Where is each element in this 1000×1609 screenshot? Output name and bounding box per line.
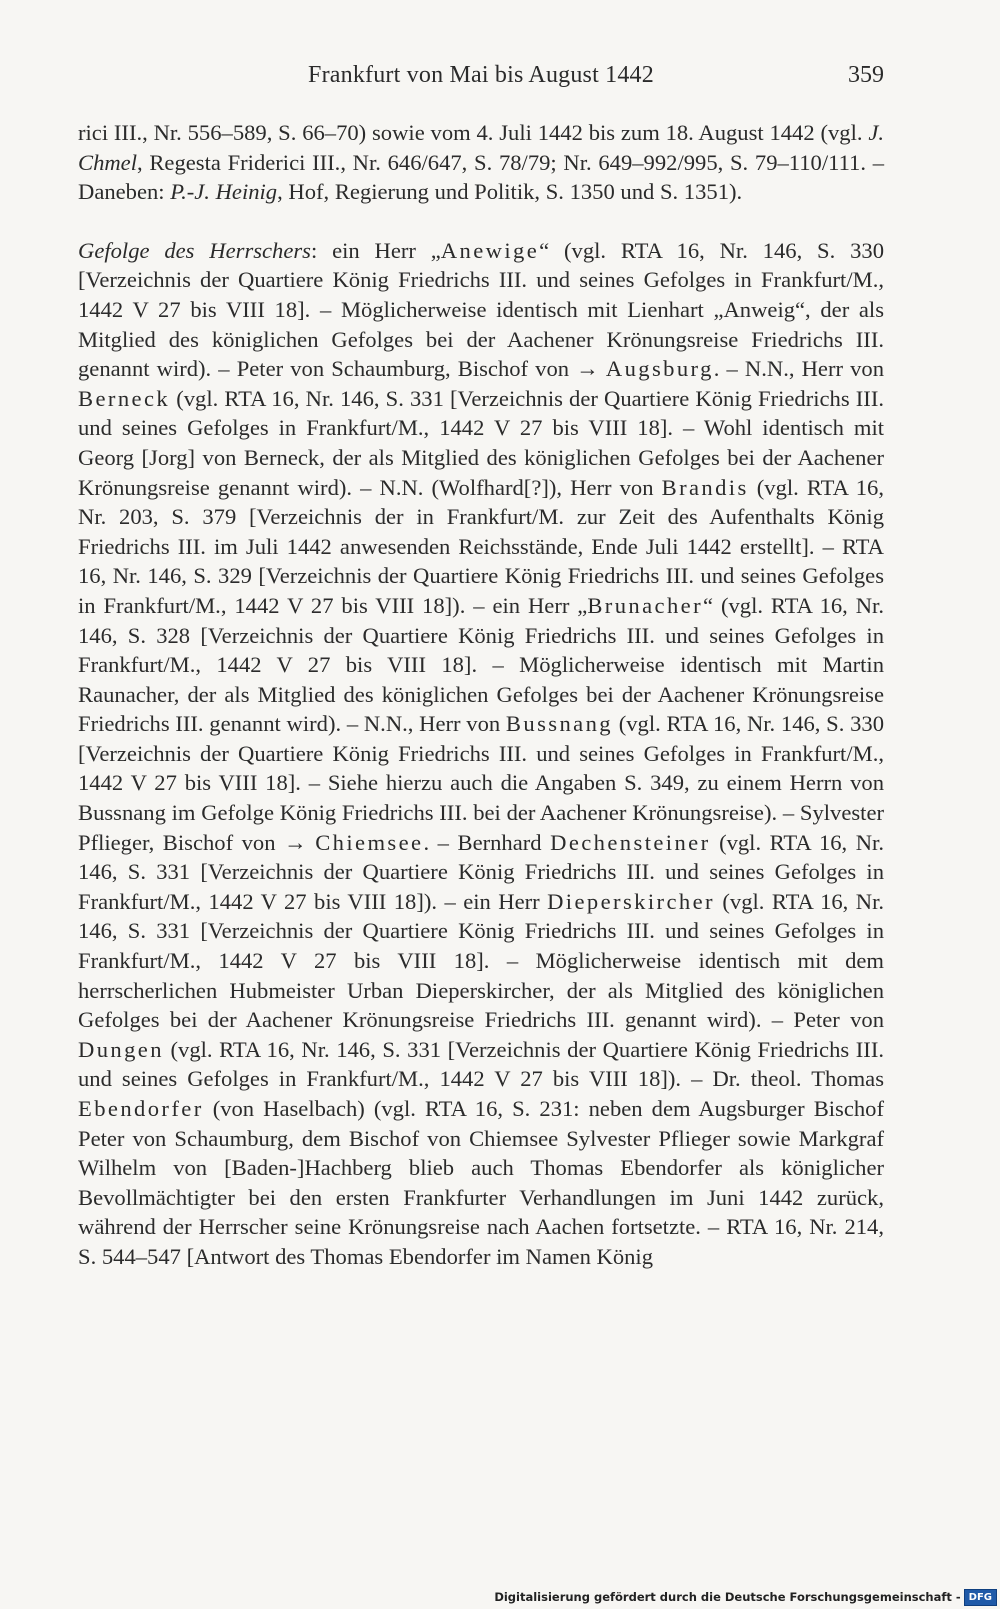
author-name: P.-J. Heinig xyxy=(170,179,278,205)
spaced-name: Brandis xyxy=(661,474,749,500)
text-run: (vgl. RTA 16, Nr. 146, S. 331 [Verzeichnis der Quartiere König Friedrichs III. und seines Gefolges in Frankfurt/M., 1442 V 27 bis VIII 18]). – Dr. theol. Thomas xyxy=(78,1036,884,1092)
text-run: . – N.N., Herr von xyxy=(713,356,884,382)
running-title: Frankfurt von Mai bis August 1442 xyxy=(308,62,654,88)
paragraph-1 xyxy=(78,118,884,207)
text-run: rici III., Nr. 556–589, S. 66–70) sowie vom 4. Juli 1442 bis zum 18. August 1442 (vgl. xyxy=(78,120,869,145)
dfg-logo: DFG xyxy=(964,1589,997,1606)
text-run: . – Bernhard xyxy=(423,829,551,855)
author-name: J. Chmel xyxy=(78,120,884,175)
spaced-name: Berneck xyxy=(78,385,171,411)
section-heading: Gefolge des Herrschers xyxy=(78,237,311,263)
spaced-name: Anewige xyxy=(440,237,540,263)
digitization-credit xyxy=(494,1589,997,1605)
page-header xyxy=(78,62,884,96)
text-run: “ (vgl. RTA 16, Nr. 146, S. 328 [Verzeichnis der Quartiere König Friedrichs III. und seines Gefolges in Frankfurt/M., 1442 V 27 bis VIII 18]. – Möglicherweise identisch mit Martin Raunacher, der als Mitglied des königlichen Gefolges bei der Aachener Krönungsreise Friedrichs III. genannt wird). – N.N., Herr von xyxy=(78,592,884,737)
text-run: , Regesta Friderici III., Nr. 646/647, S. 78/79; Nr. 649–992/995, S. 79–110/111. – Daneben: xyxy=(78,149,884,205)
text-run: (von Haselbach) (vgl. RTA 16, S. 231: neben dem Augsburger Bischof Peter von Schaumburg, dem Bischof von Chiemsee Sylvester Pflieger sowie Markgraf Wilhelm von [Baden-]Hachberg blieb auch Thomas Ebendorfer als königlicher Bevollmächtigter bei den ersten Frankfurter Verhandlungen im Juni 1442 zurück, während der Herrscher seine Krönungsreise nach Aachen fortsetzte. – RTA 16, Nr. 214, S. 544–547 [Antwort des Thomas Ebendorfer im Namen König xyxy=(78,1096,884,1269)
text-run: (vgl. RTA 16, Nr. 203, S. 379 [Verzeichnis der in Frankfurt/M. zur Zeit des Aufenthalts König Friedrichs III. im Juli 1442 anwesenden Reichsstände, Ende Juli 1442 erstellt]. – RTA 16, Nr. 146, S. 329 [Verzeichnis der Quartiere König Friedrichs III. und seines Gefolges in Frankfurt/M., 1442 V 27 bis VIII 18]). – ein Herr „ xyxy=(78,474,884,618)
spaced-name: Chiemsee xyxy=(315,829,424,855)
credit-text: Digitalisierung gefördert durch die Deutsche Forschungsgemeinschaft - xyxy=(494,1590,961,1604)
text-run: : ein Herr „ xyxy=(310,237,441,263)
spaced-name: Ebendorfer xyxy=(78,1096,204,1121)
page-number: 359 xyxy=(848,62,884,88)
text-run: (vgl. RTA 16, Nr. 146, S. 331 [Verzeichnis der Quartiere König Friedrichs III. und seines Gefolges in Frankfurt/M., 1442 V 27 bis VIII 18]. – Wohl identisch mit Georg [Jorg] von Berneck, der als Mitglied des königlichen Gefolges bei der Aachener Krönungsreise genannt wird). – N.N. (Wolfhard[?]), Herr von xyxy=(78,385,884,500)
spaced-name: Dungen xyxy=(78,1036,164,1062)
text-run: (vgl. RTA 16, Nr. 146, S. 331 [Verzeichnis der Quartiere König Friedrichs III. und seines Gefolges in Frankfurt/M., 1442 V 27 bis VIII 18]). – ein Herr xyxy=(78,829,884,914)
spaced-name: Augsburg xyxy=(605,356,714,382)
text-run: , Hof, Regierung und Politik, S. 1350 und S. 1351). xyxy=(277,179,743,205)
spaced-name: Brunacher xyxy=(587,592,704,618)
spaced-name: Bussnang xyxy=(505,711,613,737)
page-body xyxy=(78,118,884,1272)
spaced-name: Dechensteiner xyxy=(550,829,711,855)
text-run: (vgl. RTA 16, Nr. 146, S. 331 [Verzeichnis der Quartiere König Friedrichs III. und seines Gefolges in Frankfurt/M., 1442 V 27 bis VIII 18]. – Möglicherweise identisch mit dem herrscherlichen Hubmeister Urban Dieperskircher, der als Mitglied des königlichen Gefolges bei der Aachener Krönungsreise Friedrichs III. genannt wird). – Peter von xyxy=(78,888,884,1033)
spaced-name: Dieperskircher xyxy=(547,888,715,914)
text-run: “ (vgl. RTA 16, Nr. 146, S. 330 [Verzeichnis der Quartiere König Friedrichs III. und seines Gefolges in Frankfurt/M., 1442 V 27 bis VIII 18]. – Möglicherweise identisch mit Lienhart „Anweig“, der als Mitglied des königlichen Gefolges bei der Aachener Krönungsreise Friedrichs III. genannt wird). – Peter von Schaumburg, Bischof von → xyxy=(78,237,884,382)
text-run: (vgl. RTA 16, Nr. 146, S. 330 [Verzeichnis der Quartiere König Friedrichs III. und seines Gefolges in Frankfurt/M., 1442 V 27 bis VIII 18]. – Siehe hierzu auch die Angaben S. 349, zu einem Herrn von Bussnang im Gefolge König Friedrichs III. bei der Aachener Krönungsreise). – Sylvester Pflieger, Bischof von → xyxy=(78,711,885,855)
paragraph-2 xyxy=(78,236,884,1272)
